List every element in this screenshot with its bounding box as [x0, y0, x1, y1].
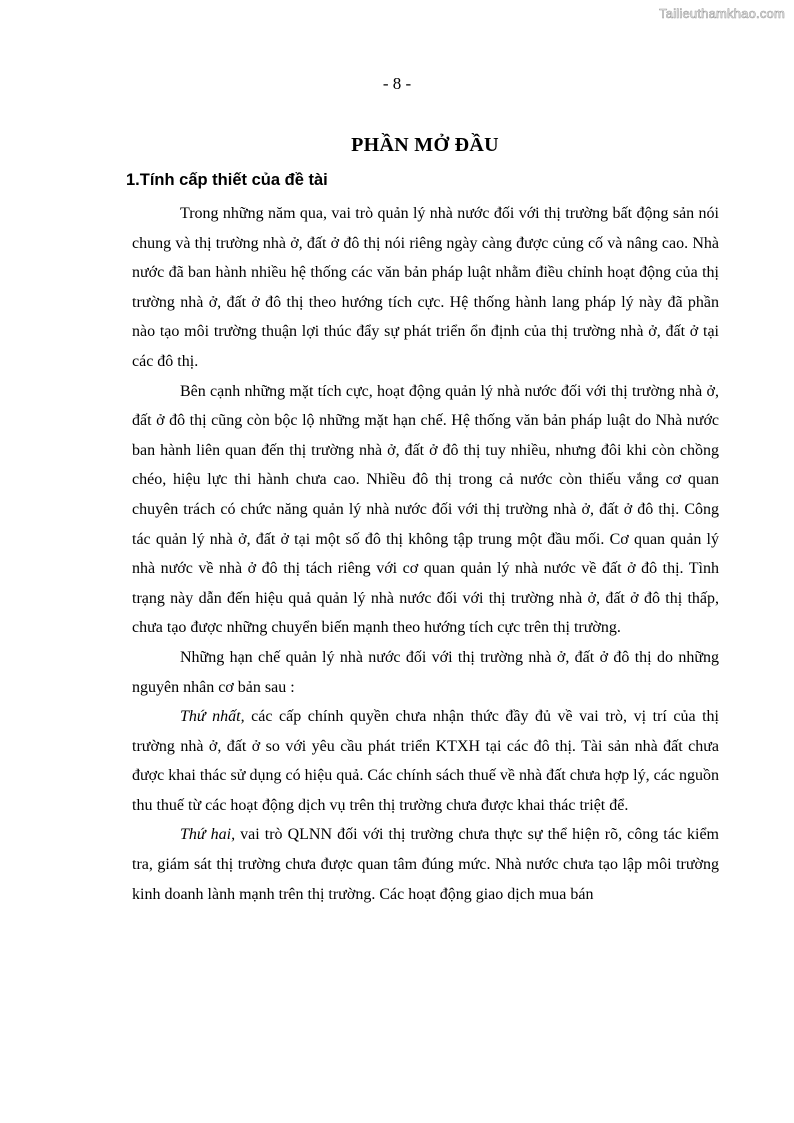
section-heading: 1.Tính cấp thiết của đề tài: [126, 171, 328, 189]
paragraph-text: các cấp chính quyền chưa nhận thức đầy đủ về vai trò, vị trí của thị trường nhà ở, đất ở so với yêu cầu phát triển KTXH tại các đô thị. Tài sản nhà đất chưa được khai thác sử dụng có hiệu quả. Các chính sách thuế về nhà đất chưa hợp lý, các nguồn thu thuế từ các hoạt động dịch vụ trên thị trường chưa được khai thác triệt để.: [132, 708, 719, 814]
paragraph-text: Những hạn chế quản lý nhà nước đối với thị trường nhà ở, đất ở đô thị do những nguyên nhân cơ bản sau :: [132, 648, 719, 696]
paragraph-text: vai trò QLNN đối với thị trường chưa thực sự thể hiện rõ, công tác kiểm tra, giám sát thị trường chưa được quan tâm đúng mức. Nhà nước chưa tạo lập môi trường kinh doanh lành mạnh trên thị trường. Các hoạt động giao dịch mua bán: [132, 826, 719, 903]
body-text: [132, 199, 719, 909]
page-number: - 8 -: [382, 74, 412, 93]
paragraph-text: Trong những năm qua, vai trò quản lý nhà nước đối với thị trường bất động sản nói chung và thị trường nhà ở, đất ở đô thị nói riêng ngày càng được củng cố và nâng cao. Nhà nước đã ban hành nhiều hệ thống các văn bản pháp luật nhằm điều chỉnh hoạt động của thị trường nhà ở, đất ở đô thị theo hướng tích cực. Hệ thống hành lang pháp lý này đã phần nào tạo môi trường thuận lợi thúc đẩy sự phát triển ổn định của thị trường nhà ở, đất ở tại các đô thị.: [132, 205, 719, 370]
part-title: PHẦN MỞ ĐẦU: [351, 134, 499, 156]
paragraph-text: Bên cạnh những mặt tích cực, hoạt động quản lý nhà nước đối với thị trường nhà ở, đất ở đô thị cũng còn bộc lộ những mặt hạn chế. Hệ thống văn bản pháp luật do Nhà nước ban hành liên quan đến thị trường nhà ở, đất ở đô thị tuy nhiều, nhưng đôi khi còn chồng chéo, hiệu lực thi hành chưa cao. Nhiều đô thị trong cả nước còn thiếu vắng cơ quan chuyên trách có chức năng quản lý nhà nước đối với thị trường nhà ở, đất ở đô thị. Công tác quản lý nhà ở, đất ở tại một số đô thị không tập trung một đầu mối. Cơ quan quản lý nhà nước về nhà ở đô thị tách riêng với cơ quan quản lý nhà nước về đất ở đô thị. Tình trạng này dẫn đến hiệu quả quản lý nhà nước đối với thị trường nhà ở, đất ở đô thị thấp, chưa tạo được những chuyển biến mạnh theo hướng tích cực trên thị trường.: [132, 382, 719, 637]
paragraph-3: [132, 643, 719, 702]
watermark-text: Tailieuthamkhao.com: [659, 6, 785, 21]
paragraph-lead-italic: Thứ nhất,: [180, 708, 245, 726]
paragraph-5: [132, 820, 719, 909]
paragraph-4: [132, 702, 719, 820]
paragraph-1: [132, 199, 719, 377]
paragraph-lead-italic: Thứ hai,: [180, 826, 236, 844]
paragraph-2: [132, 377, 719, 643]
